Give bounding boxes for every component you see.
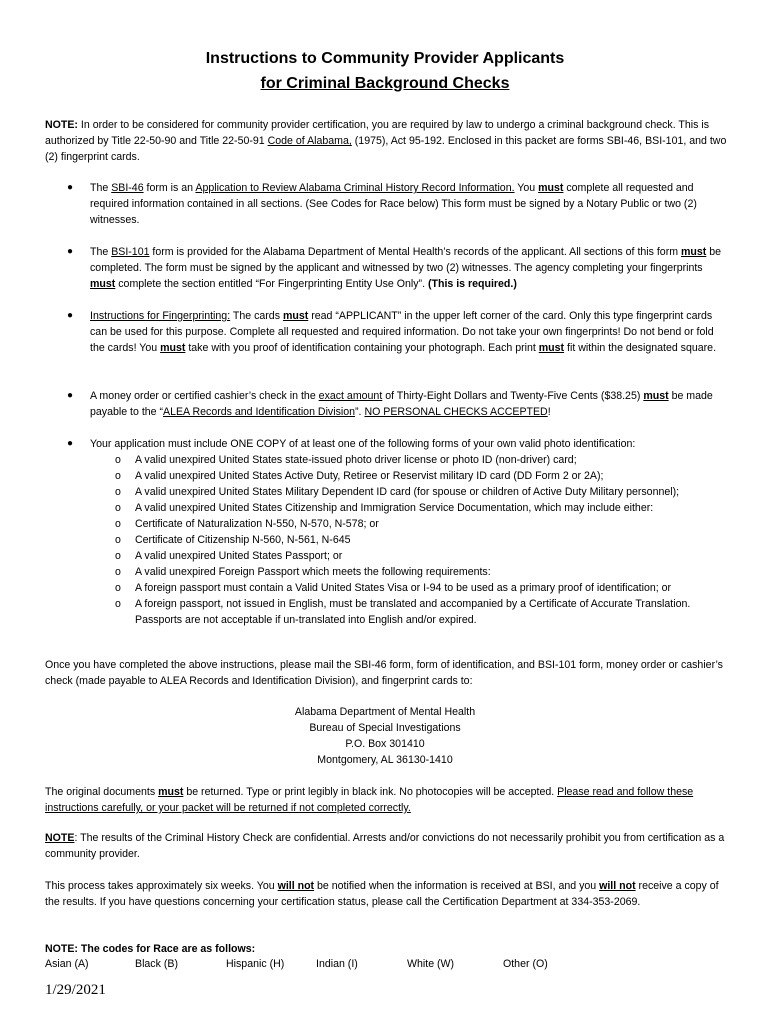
sub-item: o A valid unexpired United States Passport; or xyxy=(115,550,343,562)
instruction-list-5 xyxy=(45,436,730,628)
circle-bullet-icon: o xyxy=(115,582,121,594)
bullet-icon: ● xyxy=(67,310,74,321)
circle-bullet-icon: o xyxy=(115,566,121,578)
address-line: Bureau of Special Investigations xyxy=(309,722,461,734)
address-line: Montgomery, AL 36130-1410 xyxy=(317,754,453,766)
sub-item: o Certificate of Citizenship N-560, N-561, N-645 xyxy=(115,534,351,546)
sub-item: o A foreign passport, not issued in English, must be translated and accompanied by a Certificate of Accurate Translation. Passports are not acceptable if un-translated into English and/or expired. xyxy=(115,598,691,626)
bullet-icon: ● xyxy=(67,390,74,401)
bullet-icon: ● xyxy=(67,182,74,193)
sub-item: o A valid unexpired United States Military Dependent ID card (for spouse or children of Active Duty Military personnel); xyxy=(115,486,680,498)
circle-bullet-icon: o xyxy=(115,550,121,562)
circle-bullet-icon: o xyxy=(115,502,121,514)
sub-item: o A valid unexpired United States state-issued photo driver license or photo ID (non-driver) card; xyxy=(115,454,577,466)
circle-bullet-icon: o xyxy=(115,454,121,466)
instruction-list-4 xyxy=(45,388,730,420)
address-line: Alabama Department of Mental Health xyxy=(294,706,476,718)
sub-item: o A valid unexpired Foreign Passport which meets the following requirements: xyxy=(115,566,491,578)
circle-bullet-icon: o xyxy=(115,518,121,530)
instruction-list xyxy=(45,180,730,228)
instruction-list-3 xyxy=(45,308,730,356)
sub-item: o A foreign passport must contain a Valid United States Visa or I-94 to be used as a primary proof of identification; or xyxy=(115,582,672,594)
list-item-payment: ● A money order or certified cashier’s check in the exact amount of Thirty-Eight Dollars and Twenty-Five Cents ($38.25) must be made payable to the “ALEA Records and Identification Division”. NO PERSONAL CHECKS ACCEPTED! xyxy=(67,390,713,418)
address-line: P.O. Box 301410 xyxy=(345,738,425,750)
document-date: 1/29/2021 xyxy=(45,982,106,998)
intro-note: NOTE: In order to be considered for community provider certification, you are required by law to undergo a criminal background check. This is authorized by Title 22-50-90 and Title 22-50-91 Code of Alabama, (1975), Act 95-192. Enclosed in this packet are forms SBI-46, BSI-101, and two (2) fingerprint cards. xyxy=(45,119,727,163)
mailing-instructions: Once you have completed the above instructions, please mail the SBI-46 form, form of identification, and BSI-101 form, money order or cashier’s check (made payable to ALEA Records and Identification Division), and fingerprint cards to: xyxy=(45,659,723,687)
circle-bullet-icon: o xyxy=(115,486,121,498)
list-item-bsi101: ● The BSI-101 form is provided for the Alabama Department of Mental Health’s records of the applicant. All sections of this form must be completed. The form must be signed by the applicant and witnessed by two (2) witnesses. The agency completing your fingerprints must complete the section entitled “For Fingerprinting Entity Use Only”. (This is required.) xyxy=(67,246,722,290)
list-item-identification: ● Your application must include ONE COPY of at least one of the following forms of your own valid photo identification: xyxy=(67,438,636,450)
race-code: White (W) xyxy=(407,958,455,970)
processing-time-note: This process takes approximately six weeks. You will not be notified when the information is received at BSI, and you will not receive a copy of the results. If you have questions concerning your certification status, please call the Certification Department at 334-353-2069. xyxy=(45,880,719,908)
mailing-address xyxy=(0,704,770,768)
circle-bullet-icon: o xyxy=(115,598,121,610)
race-codes-heading: NOTE: The codes for Race are as follows: xyxy=(45,943,256,955)
sub-item: o A valid unexpired United States Citizenship and Immigration Service Documentation, which may include either: xyxy=(115,502,654,514)
bullet-icon: ● xyxy=(67,246,74,257)
sub-item: o Certificate of Naturalization N-550, N-570, N-578; or xyxy=(115,518,379,530)
instruction-list-2 xyxy=(45,244,730,292)
confidentiality-note: NOTE: The results of the Criminal History Check are confidential. Arrests and/or convictions do not necessarily prohibit you from certification as a community provider. xyxy=(45,832,725,860)
circle-bullet-icon: o xyxy=(115,470,121,482)
document-title: Instructions to Community Provider Applicants xyxy=(205,50,565,67)
list-item-fingerprinting: ● Instructions for Fingerprinting: The cards must read “APPLICANT” in the upper left corner of the card. Only this type fingerprint cards can be used for this purpose. Complete all requested and required information. Do not take your own fingerprints! Do not bend or fold the cards! You must take with you proof of identification containing your photograph. Each print must fit within the designated square. xyxy=(67,310,717,354)
race-code: Indian (I) xyxy=(316,958,358,970)
race-code: Black (B) xyxy=(135,958,178,970)
originals-note: The original documents must be returned. Type or print legibly in black ink. No photocopies will be accepted. Please read and follow these instructions carefully, or your packet will be returned if not completed correctly. xyxy=(45,786,694,814)
race-code: Hispanic (H) xyxy=(226,958,285,970)
race-code: Asian (A) xyxy=(45,958,89,970)
bullet-icon: ● xyxy=(67,438,74,449)
race-code: Other (O) xyxy=(503,958,548,970)
list-item-sbi46: ● The SBI-46 form is an Application to Review Alabama Criminal History Record Information. You must complete all requested and required information contained in all sections. (See Codes for Race below) This form must be signed by a Notary Public or two (2) witnesses. xyxy=(67,182,697,226)
sub-item: o A valid unexpired United States Active Duty, Retiree or Reservist military ID card (DD Form 2 or 2A); xyxy=(115,470,604,482)
document-subtitle: for Criminal Background Checks xyxy=(260,75,510,92)
circle-bullet-icon: o xyxy=(115,534,121,546)
